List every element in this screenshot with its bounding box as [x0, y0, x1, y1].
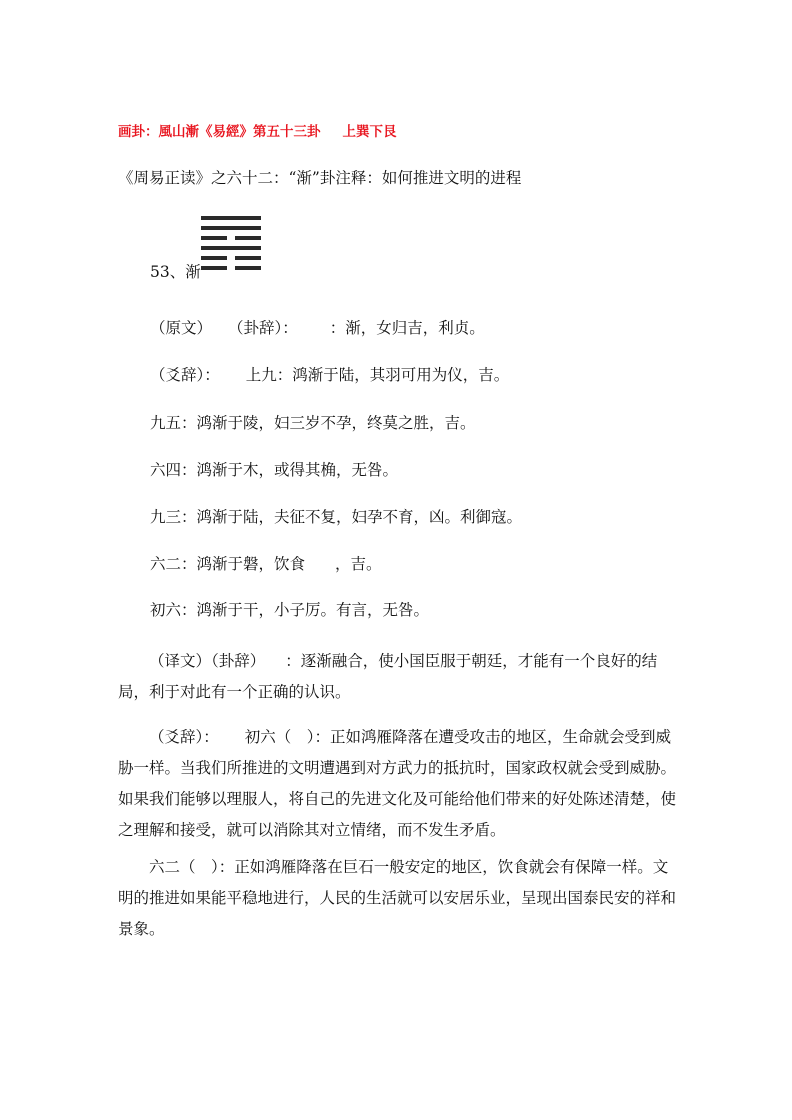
yaoci-line-4: 九三：鸿渐于陆，夫征不复，妇孕不育，凶。利御寇。	[150, 508, 523, 526]
yaoci-label: （爻辞）：	[150, 366, 220, 384]
line-label: 六二（ ）	[149, 858, 219, 876]
red-title	[118, 122, 397, 142]
translation-text: ：正如鸿雁降落在遭受攻击的地区，生命就会受到威胁一样。当我们所推进的文明遭遇到对方武力的抵抗时，国家政权就会受到威胁。如果我们能够以理服人，将自己的先进文化及可能给他们带来的好处陈述清楚，使之理解和接受，就可以消除其对立情绪，而不发生矛盾。	[118, 728, 677, 839]
translation-liuer	[118, 852, 678, 945]
translation-guaci	[118, 646, 678, 708]
yaoci-line-5	[150, 554, 382, 574]
yaoci-line-2: 九五：鸿渐于陵，妇三岁不孕，终莫之胜，吉。	[150, 414, 476, 432]
yaoci-line-1	[150, 365, 509, 385]
translation-text: ：逐渐融合，使小国臣服于朝廷，才能有一个良好的结局，利于对此有一个正确的认识。	[118, 652, 658, 701]
yaoci-line-6: 初六：鸿渐于干，小子厉。有言，无咎。	[150, 601, 430, 619]
hexagram-label: 53、渐	[150, 263, 201, 281]
yaoci-line-3: 六四：鸿渐于木，或得其桷，无咎。	[150, 461, 399, 479]
translation-chuliu	[118, 722, 678, 846]
document-title: 《周易正读》之六十二：“渐”卦注释：如何推进文明的进程	[118, 169, 522, 187]
original-label: （原文）	[150, 319, 213, 337]
red-title-suffix: 上巽下艮	[342, 124, 397, 140]
yaoci-text-b: ，吉。	[335, 555, 382, 573]
red-title-main: 画卦：風山漸《易經》第五十三卦	[118, 124, 321, 140]
yaoci-label: （爻辞）：	[149, 728, 219, 746]
translation-label: （译文）（卦辞）	[149, 652, 266, 670]
guaci-label: （卦辞）：	[228, 319, 298, 337]
yaoci-text-a: 六二：鸿渐于磐，饮食	[150, 555, 306, 573]
guaci-line	[150, 318, 485, 338]
yaoci-text: 上九：鸿渐于陆，其羽可用为仪，吉。	[245, 366, 510, 384]
hexagram-jian-icon	[201, 216, 261, 276]
guaci-text: ：渐，女归吉，利贞。	[329, 319, 485, 337]
line-label: 初六（ ）	[244, 728, 315, 746]
translation-text: ：正如鸿雁降落在巨石一般安定的地区，饮食就会有保障一样。文明的推进如果能平稳地进行，人民的生活就可以安居乐业，呈现出国泰民安的祥和景象。	[118, 858, 677, 938]
